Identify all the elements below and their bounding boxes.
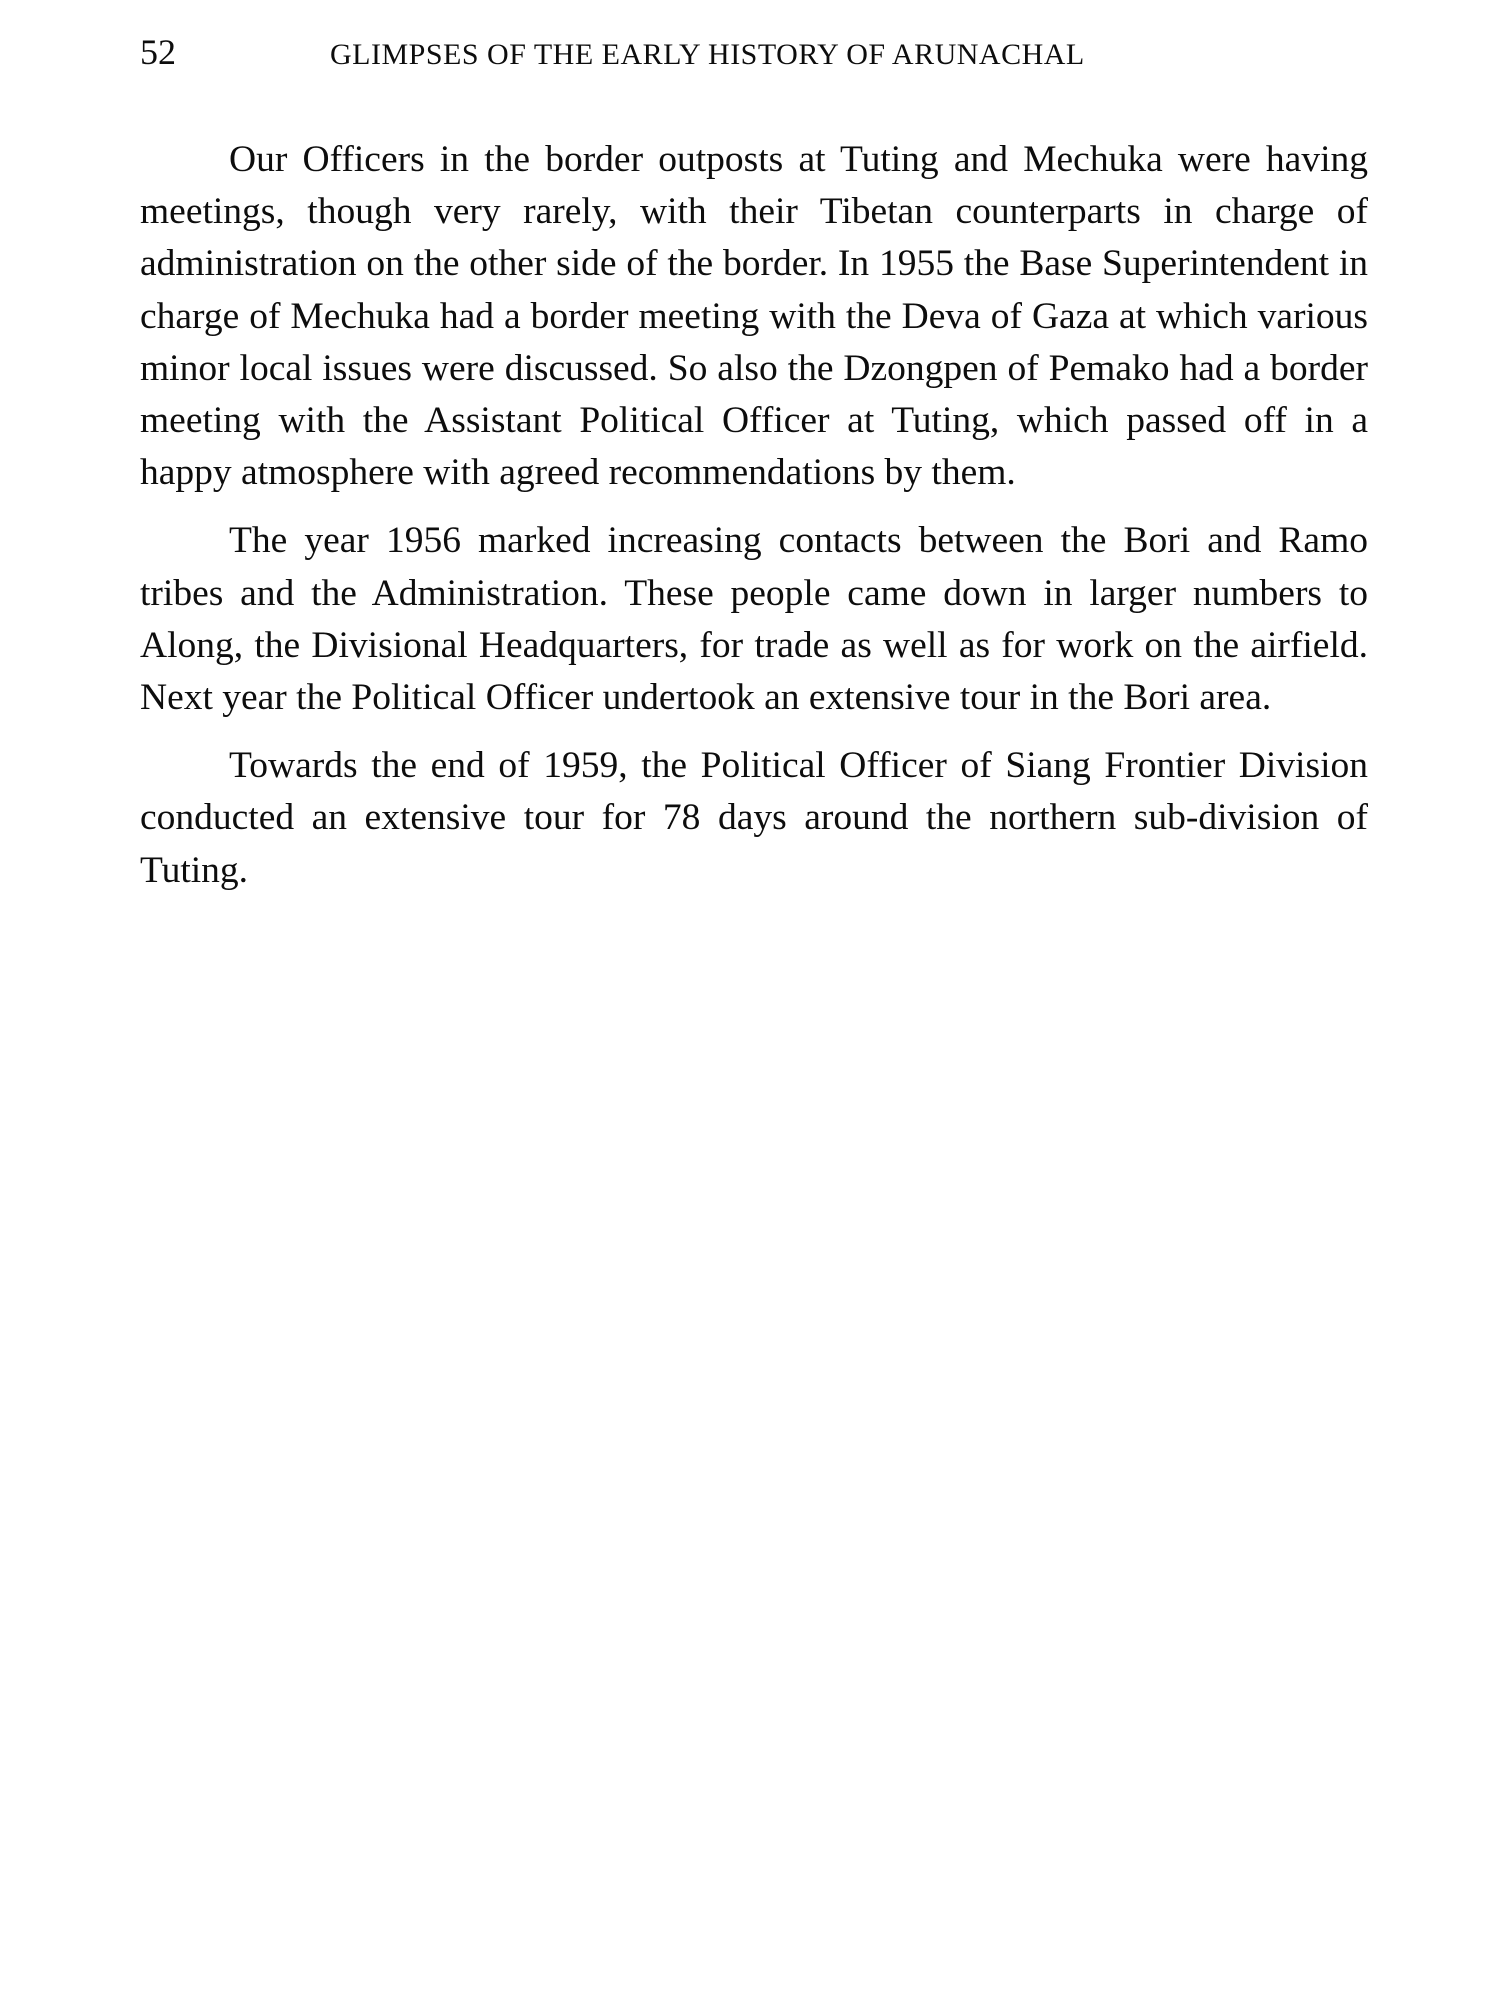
paragraph-tuting-tour: Towards the end of 1959, the Political Officer of Siang Frontier Division conducted an extensive tour for 78 days around the northern sub-division of Tuting. xyxy=(140,745,1368,891)
body-text xyxy=(140,134,1368,913)
paragraph-border-meetings: Our Officers in the border outposts at Tuting and Mechuka were having meetings, though very rarely, with their Tibetan counterparts in charge of administration on the other side of the border. In 1955 the Base Superintendent in charge of Mechuka had a border meeting with the Deva of Gaza at which various minor local issues were discussed. So also the Dzongpen of Pemako had a border meeting with the Assistant Political Officer at Tuting, which passed off in a happy atmosphere with agreed recommendations by them. xyxy=(140,139,1368,494)
page-number: 52 xyxy=(140,32,176,72)
paragraph-bori-ramo-contacts: The year 1956 marked increasing contacts between the Bori and Ramo tribes and the Administration. These people came down in larger numbers to Along, the Divisional Headquarters, for trade as well as for work on the airfield. Next year the Political Officer undertook an extensive tour in the Bori area. xyxy=(140,520,1368,719)
running-head xyxy=(140,28,1360,76)
running-title: GLIMPSES OF THE EARLY HISTORY OF ARUNACHAL xyxy=(330,38,1085,71)
